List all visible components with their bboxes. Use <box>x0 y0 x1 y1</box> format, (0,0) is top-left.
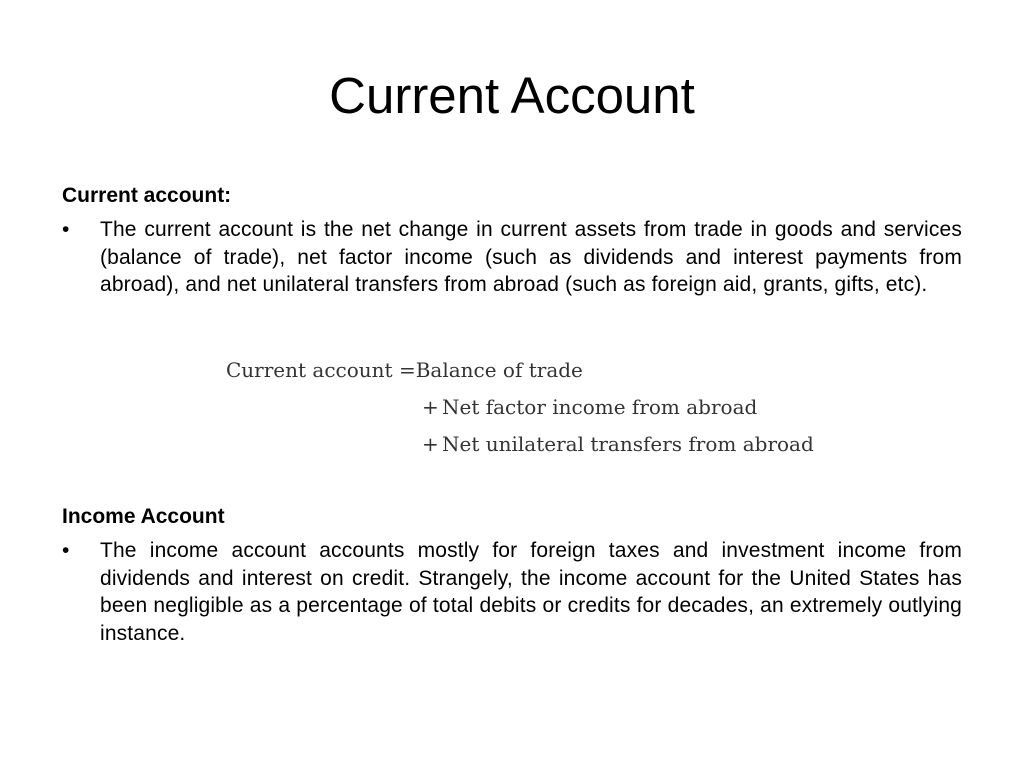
slide-title: Current Account <box>329 67 695 124</box>
income-account-bullet <box>62 537 962 647</box>
bullet-icon: • <box>62 539 70 562</box>
plus-icon: + <box>422 395 439 419</box>
current-account-text: The current account is the net change in current assets from trade in goods and services (balance of trade), net factor income (such as dividends and interest payments from abroad), and net unilateral transfers from abroad (such as foreign aid, grants, gifts, etc). <box>100 218 962 297</box>
formula-lhs: Current account = <box>226 358 416 382</box>
bullet-icon: • <box>62 218 70 241</box>
current-account-formula <box>226 353 866 465</box>
formula-line-3 <box>422 429 814 459</box>
income-account-heading: Income Account <box>62 505 225 528</box>
income-account-text: The income account accounts mostly for foreign taxes and investment income from dividends and interest on credit. Strangely, the income account for the United States has been negligible as a percentage of total debits or credits for decades, an extremely outlying instance. <box>100 539 962 645</box>
current-account-heading: Current account: <box>62 184 232 207</box>
formula-term-net-unilateral-transfers: Net unilateral transfers from abroad <box>442 432 814 456</box>
current-account-bullet <box>62 216 962 299</box>
formula-term-balance-of-trade: Balance of trade <box>415 358 583 382</box>
plus-icon: + <box>422 432 439 456</box>
formula-line-1 <box>226 355 583 385</box>
formula-term-net-factor-income: Net factor income from abroad <box>442 395 758 419</box>
formula-line-2 <box>422 392 757 422</box>
